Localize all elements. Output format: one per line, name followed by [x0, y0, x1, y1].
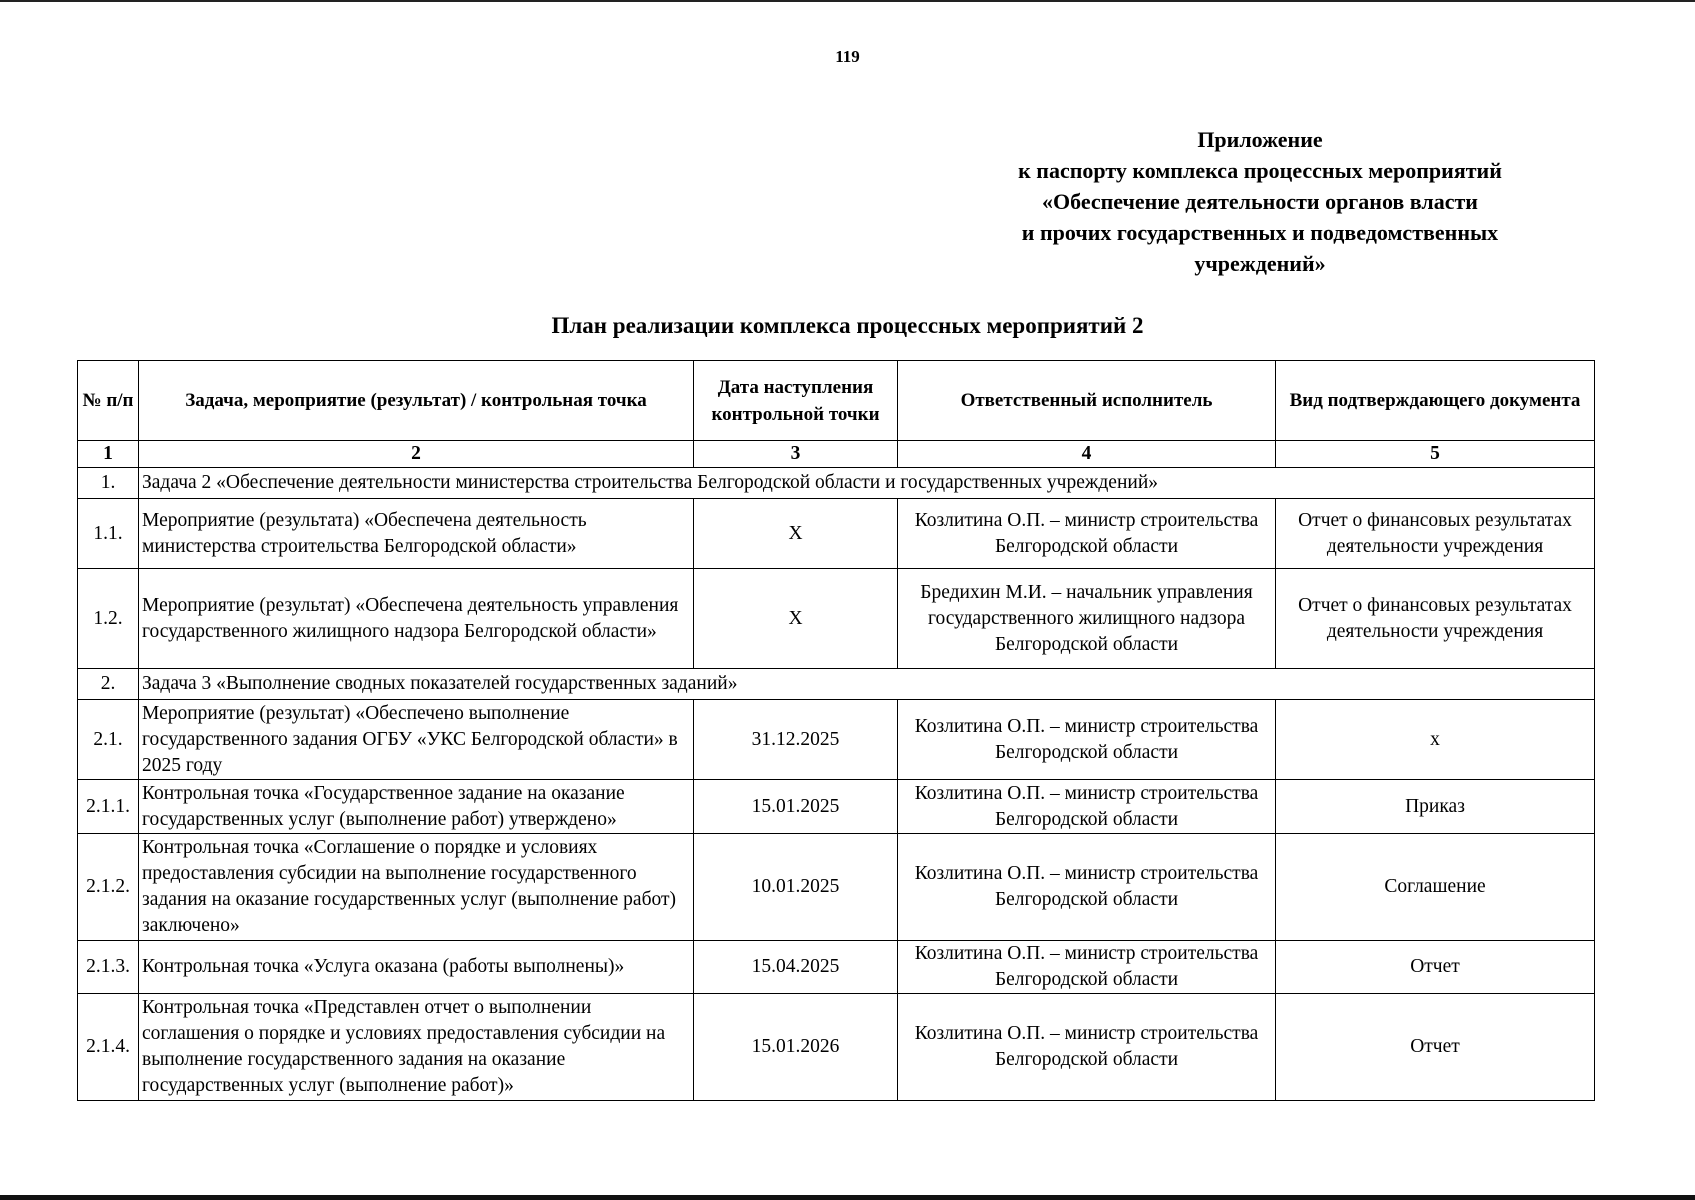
plan-table [77, 360, 1595, 1101]
table-row [78, 499, 1595, 569]
top-border [0, 0, 1695, 2]
row-number: 2.1.3. [78, 941, 139, 994]
row-date: 15.04.2025 [694, 941, 898, 994]
header-document: Вид подтверждающего документа [1276, 361, 1595, 441]
row-document: Приказ [1276, 780, 1595, 834]
row-document: Отчет о финансовых результатах деятельности учреждения [1276, 569, 1595, 669]
appendix-line: «Обеспечение деятельности органов власти [1042, 189, 1478, 214]
table-row [78, 941, 1595, 994]
row-executor: Козлитина О.П. – министр строительства Белгородской области [898, 834, 1276, 941]
task-text: Задача 3 «Выполнение сводных показателей государственных заданий» [139, 669, 1595, 700]
row-date: 15.01.2025 [694, 780, 898, 834]
row-document: Отчет [1276, 994, 1595, 1101]
header-executor: Ответственный исполнитель [898, 361, 1276, 441]
column-number: 1 [78, 441, 139, 468]
row-text: Контрольная точка «Государственное задание на оказание государственных услуг (выполнение работ) утверждено» [139, 780, 694, 834]
row-text: Мероприятие (результат) «Обеспечена деятельность управления государственного жилищного надзора Белгородской области» [139, 569, 694, 669]
header-number: № п/п [78, 361, 139, 441]
row-text: Мероприятие (результат) «Обеспечено выполнение государственного задания ОГБУ «УКС Белгородской области» в 2025 году [139, 700, 694, 780]
column-number: 3 [694, 441, 898, 468]
table-row [78, 994, 1595, 1101]
row-number: 2.1. [78, 700, 139, 780]
table-row [78, 700, 1595, 780]
row-document: Соглашение [1276, 834, 1595, 941]
row-text: Мероприятие (результата) «Обеспечена деятельность министерства строительства Белгородской области» [139, 499, 694, 569]
row-executor: Козлитина О.П. – министр строительства Белгородской области [898, 700, 1276, 780]
column-number: 2 [139, 441, 694, 468]
task-text: Задача 2 «Обеспечение деятельности министерства строительства Белгородской области и государственных учреждений» [139, 468, 1595, 499]
table-row [78, 780, 1595, 834]
row-number: 2. [78, 669, 139, 700]
appendix-heading [950, 124, 1570, 279]
header-row [78, 361, 1595, 441]
row-document: Отчет [1276, 941, 1595, 994]
row-number: 2.1.4. [78, 994, 139, 1101]
row-date: 15.01.2026 [694, 994, 898, 1101]
row-executor: Козлитина О.П. – министр строительства Белгородской области [898, 994, 1276, 1101]
appendix-line: учреждений» [1194, 251, 1326, 276]
header-date: Дата наступления контрольной точки [694, 361, 898, 441]
table-row [78, 569, 1595, 669]
row-executor: Козлитина О.П. – министр строительства Белгородской области [898, 941, 1276, 994]
appendix-line: и прочих государственных и подведомственных [1021, 220, 1499, 245]
row-date: Х [694, 569, 898, 669]
row-text: Контрольная точка «Соглашение о порядке и условиях предоставления субсидии на выполнение государственного задания на оказание государственных услуг (выполнение работ) заключено» [139, 834, 694, 941]
appendix-line: Приложение [1197, 127, 1323, 152]
row-executor: Козлитина О.П. – министр строительства Белгородской области [898, 499, 1276, 569]
bottom-border [0, 1195, 1695, 1200]
row-number: 1.1. [78, 499, 139, 569]
table-row [78, 834, 1595, 941]
task-row [78, 468, 1595, 499]
row-date: Х [694, 499, 898, 569]
row-number: 1. [78, 468, 139, 499]
row-number: 1.2. [78, 569, 139, 669]
column-number: 5 [1276, 441, 1595, 468]
row-date: 10.01.2025 [694, 834, 898, 941]
task-row [78, 669, 1595, 700]
page-number: 119 [835, 47, 860, 66]
column-number: 4 [898, 441, 1276, 468]
plan-title: План реализации комплекса процессных мероприятий 2 [551, 313, 1144, 338]
row-text: Контрольная точка «Представлен отчет о выполнении соглашения о порядке и условиях предоставления субсидии на выполнение государственного задания на оказание государственных услуг (выполнение работ)» [139, 994, 694, 1101]
row-text: Контрольная точка «Услуга оказана (работы выполнены)» [139, 941, 694, 994]
row-number: 2.1.2. [78, 834, 139, 941]
column-number-row [78, 441, 1595, 468]
row-document: х [1276, 700, 1595, 780]
appendix-line: к паспорту комплекса процессных мероприятий [1018, 158, 1502, 183]
row-executor: Бредихин М.И. – начальник управления государственного жилищного надзора Белгородской области [898, 569, 1276, 669]
row-document: Отчет о финансовых результатах деятельности учреждения [1276, 499, 1595, 569]
row-date: 31.12.2025 [694, 700, 898, 780]
header-task: Задача, мероприятие (результат) / контрольная точка [139, 361, 694, 441]
row-number: 2.1.1. [78, 780, 139, 834]
row-executor: Козлитина О.П. – министр строительства Белгородской области [898, 780, 1276, 834]
